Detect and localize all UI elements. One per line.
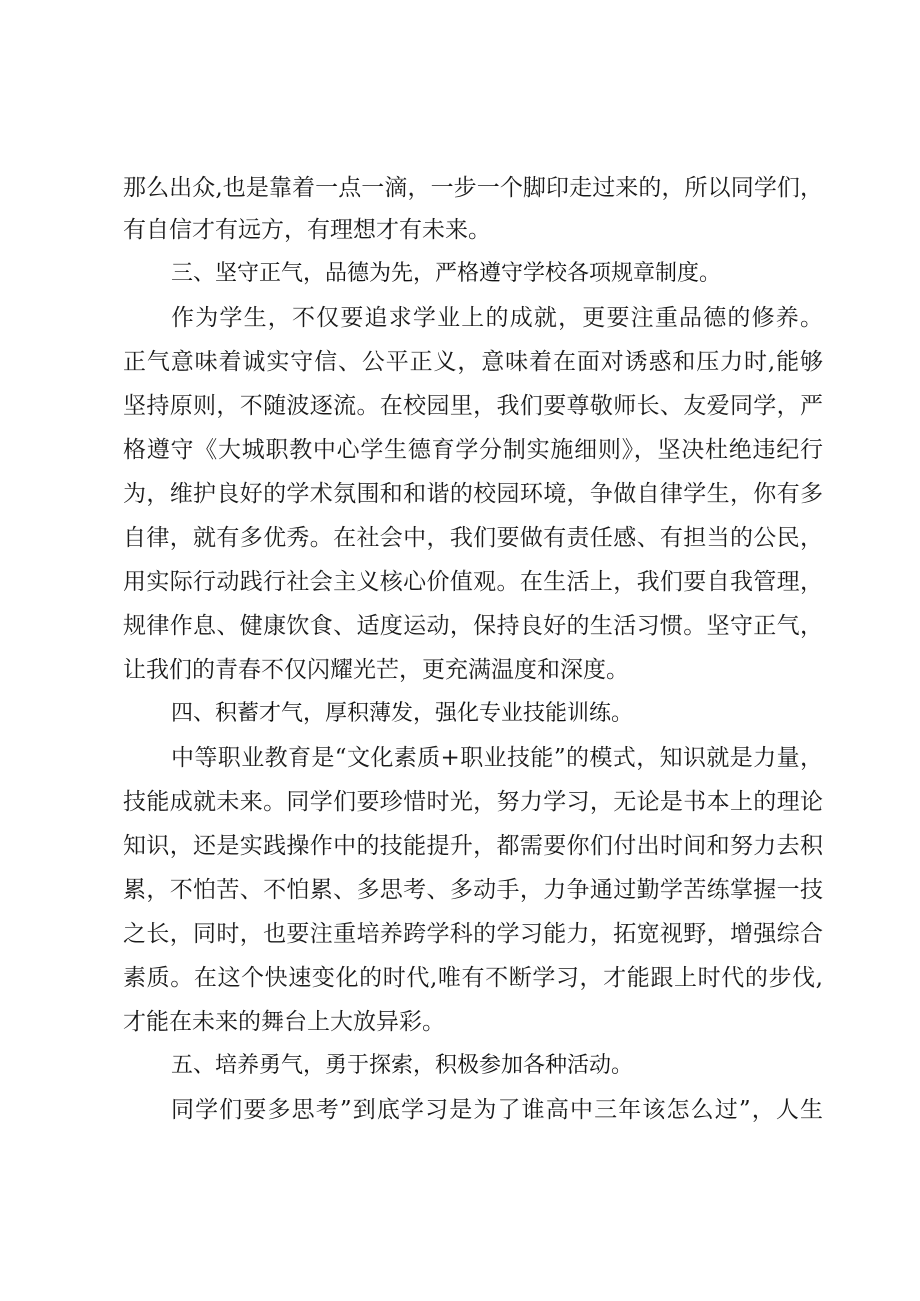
- paragraph-line: 才能在未来的舞台上大放异彩。: [123, 1009, 445, 1035]
- paragraph-line: 累，不怕苦、不怕累、多思考、多动手，力争通过勤学苦练掌握一技: [123, 877, 823, 903]
- section-heading: 三、坚守正气，品德为先，严格遵守学校各项规章制度。: [171, 261, 722, 286]
- paragraph-line: 有自信才有远方，有理想才有未来。: [123, 217, 491, 243]
- paragraph-line: 作为学生，不仅要追求学业上的成就，更要注重品德的修养。: [171, 305, 823, 331]
- paragraph-line: 同学们要多思考”到底学习是为了谁高中三年该怎么过”，人生: [171, 1097, 823, 1123]
- paragraph-line: 为，维护良好的学术氛围和和谐的校园环境，争做自律学生，你有多: [123, 481, 823, 507]
- paragraph-line: 格遵守《大城职教中心学生德育学分制实施细则》，坚决杜绝违纪行: [123, 437, 823, 463]
- paragraph-line: 知识，还是实践操作中的技能提升，都需要你们付出时间和努力去积: [123, 833, 823, 859]
- paragraph-line: 让我们的青春不仅闪耀光芒，更充满温度和深度。: [123, 657, 629, 683]
- paragraph-line: 之长，同时，也要注重培养跨学科的学习能力，拓宽视野，增强综合: [123, 921, 823, 947]
- section-heading: 五、培养勇气，勇于探索，积极参加各种活动。: [171, 1053, 634, 1078]
- paragraph-line: 那么出众,也是靠着一点一滴，一步一个脚印走过来的，所以同学们，: [123, 175, 823, 201]
- paragraph-line: 坚持原则，不随波逐流。在校园里，我们要尊敬师长、友爱同学，严: [123, 393, 823, 419]
- paragraph-line: 用实际行动践行社会主义核心价值观。在生活上，我们要自我管理，: [123, 569, 823, 595]
- paragraph-line: 规律作息、健康饮食、适度运动，保持良好的生活习惯。坚守正气，: [123, 613, 823, 639]
- paragraph-line: 技能成就未来。同学们要珍惜时光，努力学习，无论是书本上的理论: [123, 789, 823, 815]
- paragraph-line: 正气意味着诚实守信、公平正义，意味着在面对诱惑和压力时,能够: [123, 349, 823, 375]
- paragraph-line: 中等职业教育是“文化素质+职业技能”的模式，知识就是力量，: [171, 745, 823, 771]
- paragraph-line: 素质。在这个快速变化的时代,唯有不断学习，才能跟上时代的步伐,: [123, 965, 823, 991]
- section-heading: 四、积蓄才气，厚积薄发，强化专业技能训练。: [171, 701, 634, 726]
- paragraph-line: 自律，就有多优秀。在社会中，我们要做有责任感、有担当的公民，: [123, 525, 823, 551]
